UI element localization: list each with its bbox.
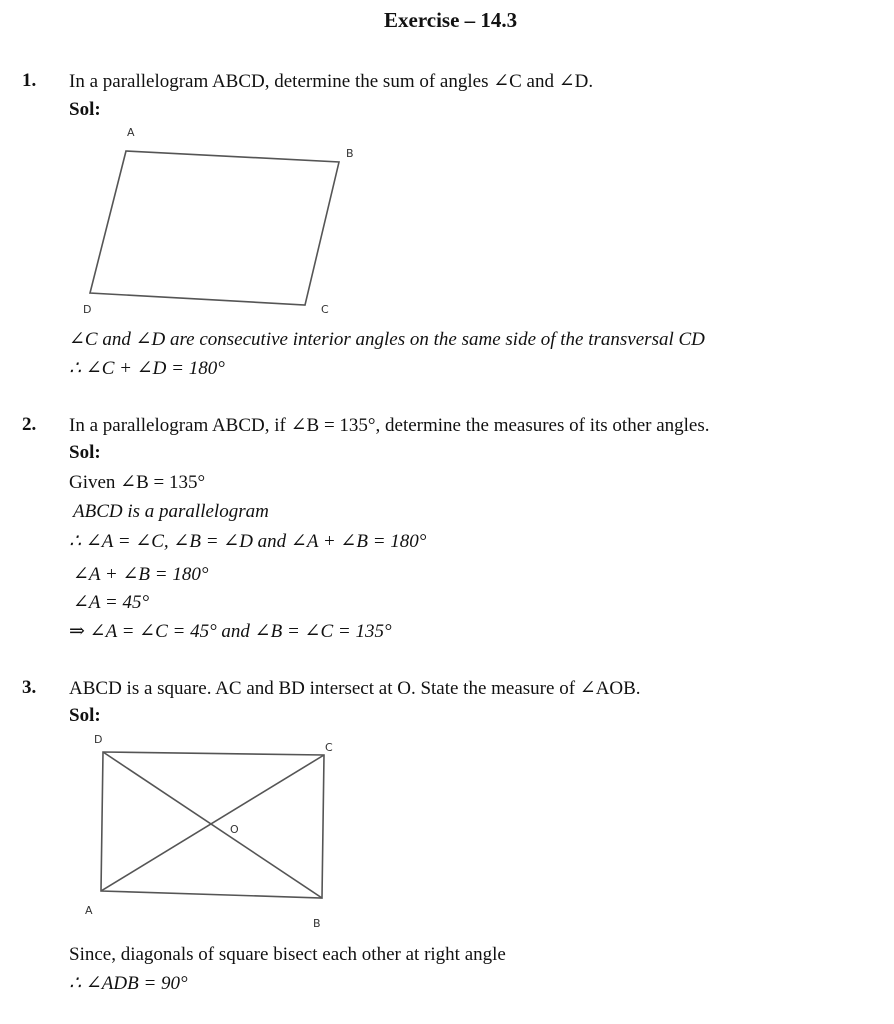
diagonal-bd (103, 752, 322, 898)
solution-1-line-1: ∠C and ∠D are consecutive interior angles on the same side of the transversal CD (69, 329, 705, 350)
vertex-label-d: D (94, 733, 103, 746)
question-text-1: In a parallelogram ABCD, determine the sum of angles ∠C and ∠D. (69, 71, 594, 92)
solution-2-line-5: ∠A = 45° (73, 592, 150, 613)
question-text-2: In a parallelogram ABCD, if ∠B = 135°, determine the measures of its other angles. (69, 415, 710, 436)
vertex-label-b: B (346, 147, 354, 160)
question-number-2: 2. (22, 414, 37, 435)
solution-3-line-2: ∴ ∠ADB = 90° (69, 973, 188, 994)
solution-label-2: Sol: (69, 442, 101, 463)
solution-label-3: Sol: (69, 705, 101, 726)
vertex-label-a: A (127, 126, 135, 139)
vertex-label-d: D (83, 303, 92, 316)
question-number-3: 3. (22, 677, 37, 698)
vertex-label-a: A (85, 904, 93, 917)
solution-2-line-4: ∠A + ∠B = 180° (73, 564, 209, 585)
question-number-1: 1. (22, 70, 37, 91)
solution-2-line-2: ABCD is a parallelogram (73, 501, 269, 522)
diagonal-ac (101, 755, 324, 891)
question-text-3: ABCD is a square. AC and BD intersect at O. State the measure of ∠AOB. (69, 678, 641, 699)
solution-1-line-2: ∴ ∠C + ∠D = 180° (69, 358, 225, 379)
solution-label-1: Sol: (69, 99, 101, 120)
solution-2-line-3: ∴ ∠A = ∠C, ∠B = ∠D and ∠A + ∠B = 180° (69, 531, 427, 552)
solution-2-line-6: ⇒ ∠A = ∠C = 45° and ∠B = ∠C = 135° (69, 621, 392, 642)
page-title: Exercise – 14.3 (384, 8, 518, 32)
solution-2-line-1: Given ∠B = 135° (69, 472, 206, 493)
vertex-label-b: B (313, 917, 321, 930)
vertex-label-o: O (230, 823, 239, 836)
vertex-label-c: C (321, 303, 329, 316)
solution-3-line-1: Since, diagonals of square bisect each other at right angle (69, 944, 506, 965)
vertex-label-c: C (325, 741, 333, 754)
